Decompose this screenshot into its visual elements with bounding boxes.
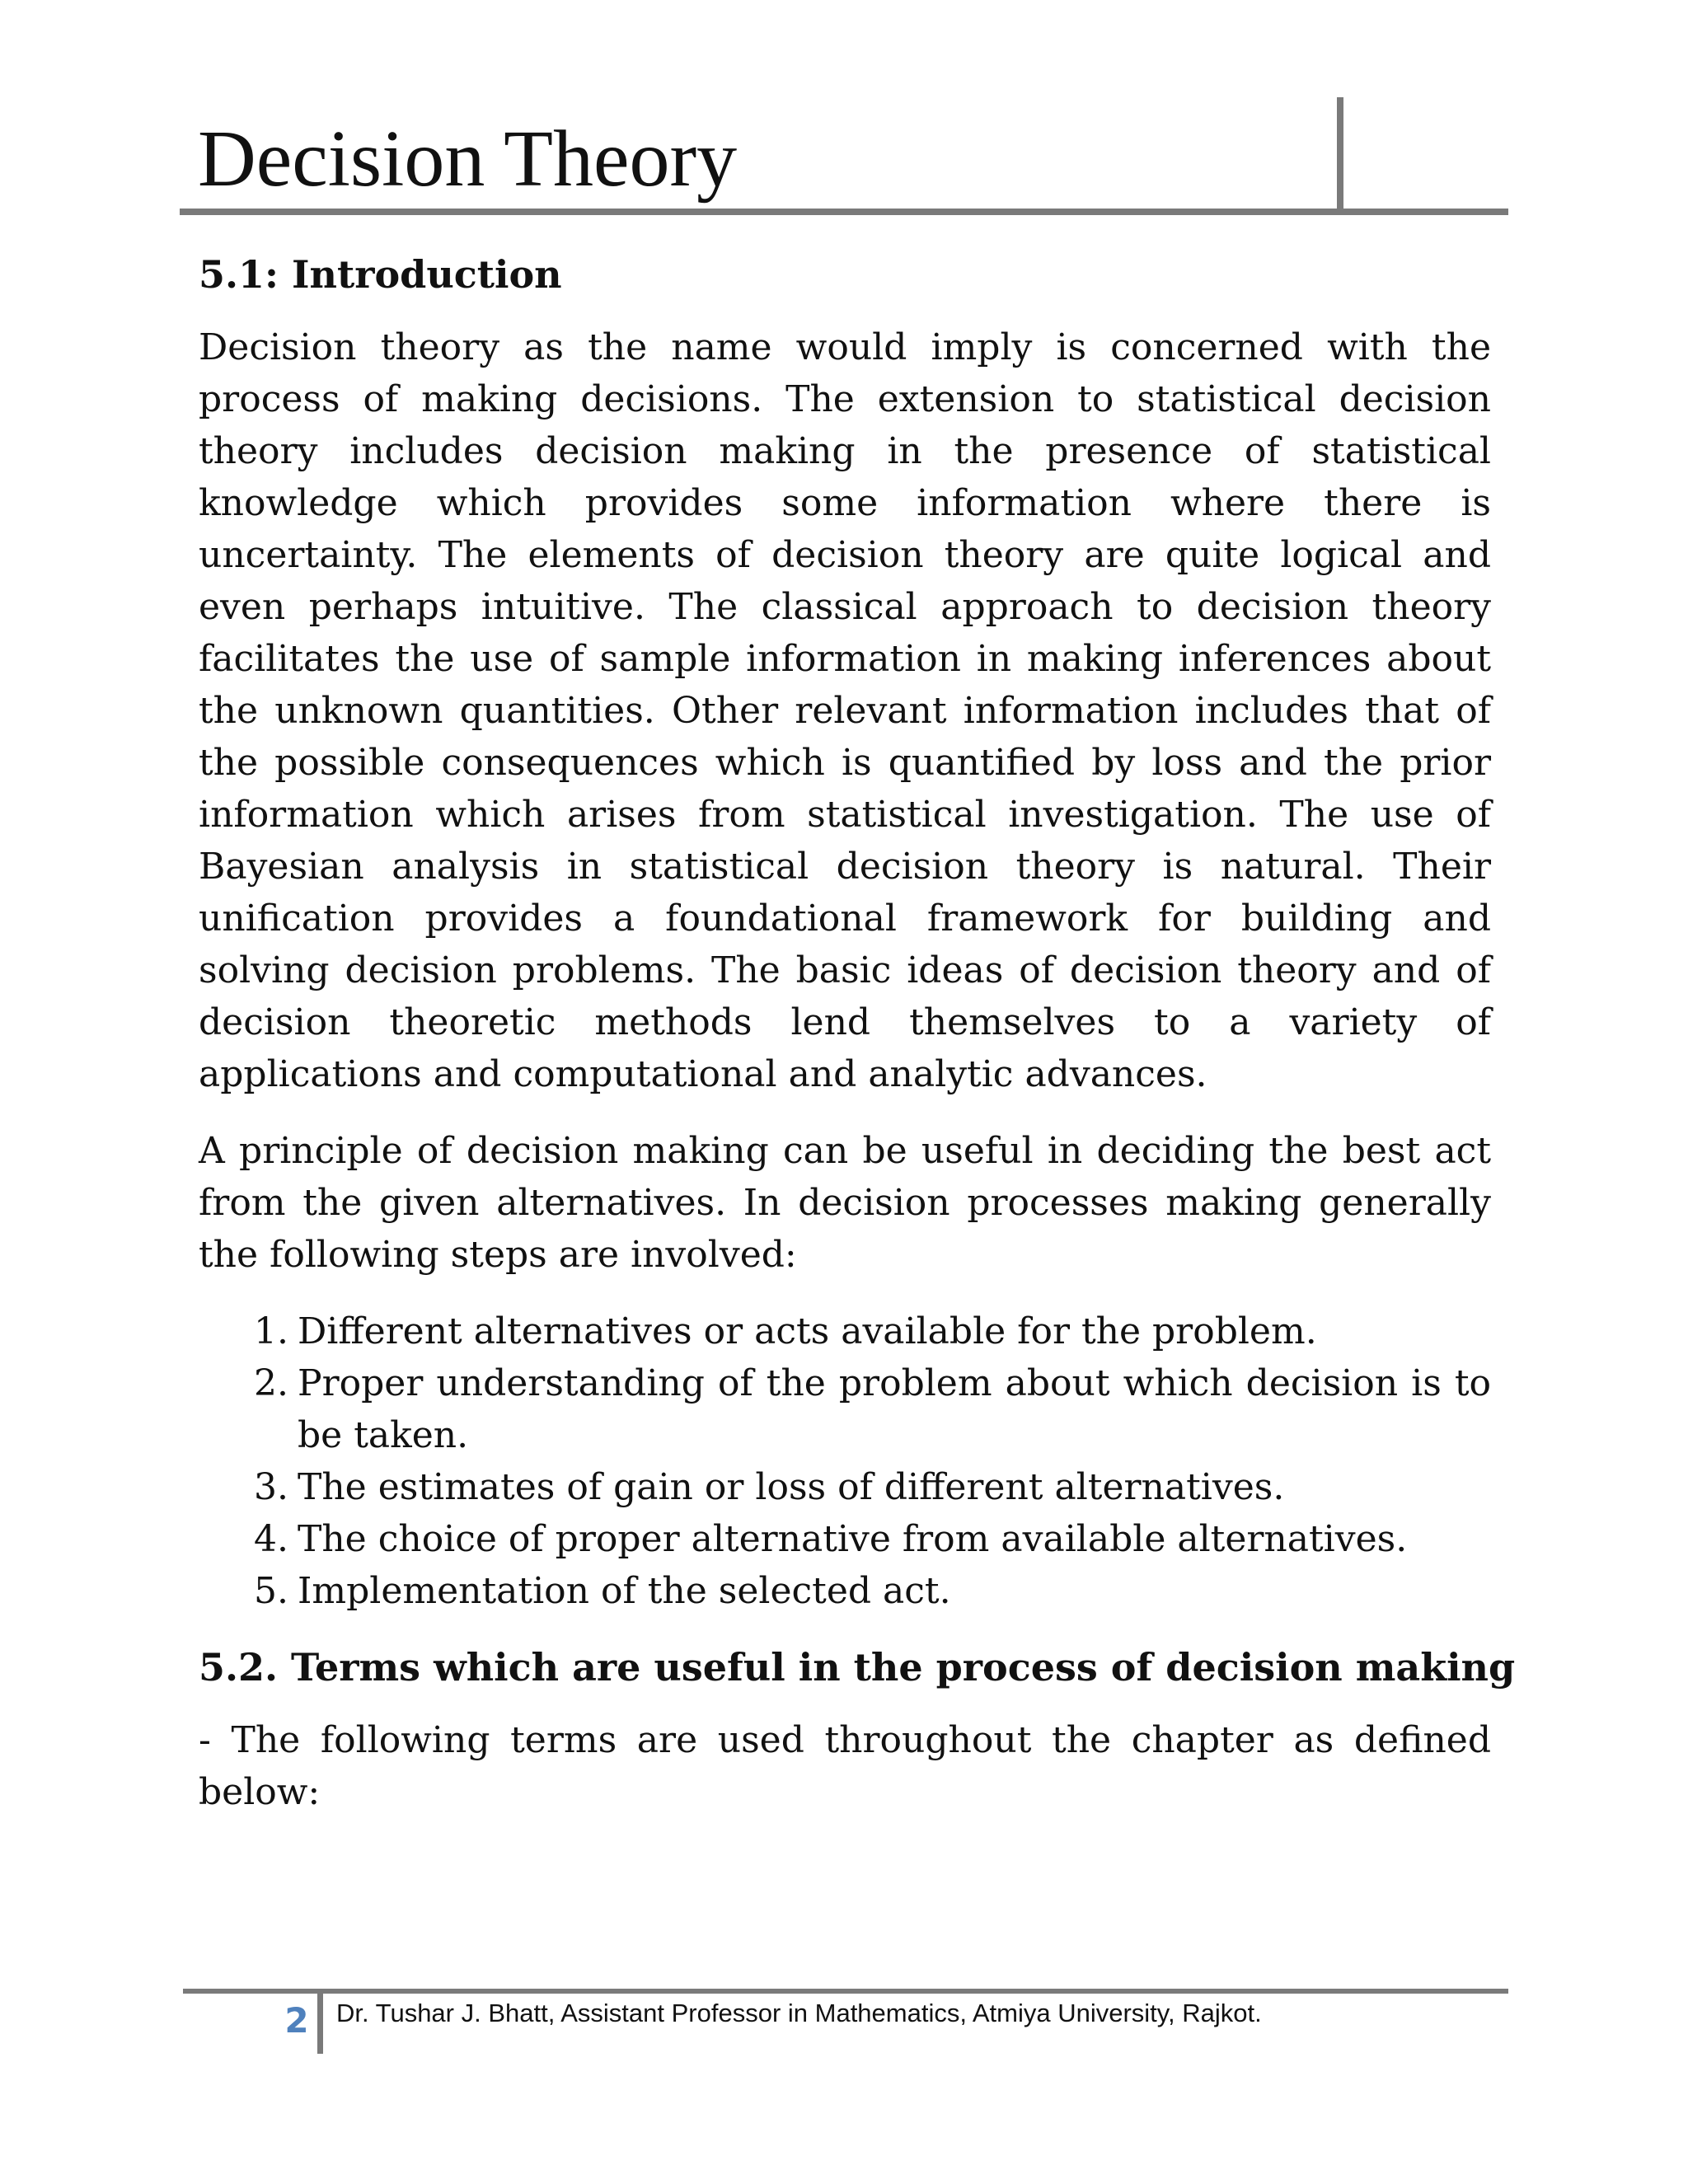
list-item-number: 2. [254,1362,288,1404]
list-item-number: 1. [254,1310,288,1352]
section-heading-introduction: 5.1: Introduction [199,252,562,297]
list-item [199,1565,1491,1617]
list-item-number: 5. [254,1570,288,1612]
list-item [199,1357,1491,1461]
page-number: 2 [284,2000,309,2041]
list-item [199,1513,1491,1565]
list-item-text: The choice of proper alternative from available alternatives. [298,1518,1408,1560]
footer-vertical-divider [317,1991,323,2054]
intro-paragraph: Decision theory as the name would imply is concerned with the process of making decisions. The extension to statistical decision theory includes decision making in the presence of statistical knowledge which provides some information where there is uncertainty. The elements of decision theory are quite logical and even perhaps intuitive. The classical approach to decision theory facilitates the use of sample information in making inferences about the unknown quantities. Other relevant information includes that of the possible consequences which is quantified by loss and the prior information which arises from statistical investigation. The use of Bayesian analysis in statistical decision theory is natural. Their unification provides a foundational framework for building and solving decision problems. The basic ideas of decision theory and of decision theoretic methods lend themselves to a variety of applications and computational and analytic advances. [199,326,1491,1095]
list-item-text: Implementation of the selected act. [298,1570,951,1612]
decision-steps-list [199,1305,1491,1617]
list-item-number: 3. [254,1466,288,1508]
section-heading-terms: 5.2. Terms which are useful in the process of decision making [199,1645,1516,1690]
list-item [199,1461,1491,1513]
list-item-text: The estimates of gain or loss of different alternatives. [298,1466,1285,1508]
header-vertical-divider [1337,97,1343,211]
list-item-text: Proper understanding of the problem about which decision is to be taken. [298,1362,1491,1456]
list-item-number: 4. [254,1518,288,1560]
page-title: Decision Theory [198,115,738,204]
list-item [199,1305,1491,1357]
footer-author-line: Dr. Tushar J. Bhatt, Assistant Professor in Mathematics, Atmiya University, Rajkot. [336,1999,1262,2027]
terms-intro-paragraph: - The following terms are used throughout the chapter as defined below: [199,1719,1491,1813]
header-divider [180,209,1508,215]
decision-steps-intro-paragraph: A principle of decision making can be useful in deciding the best act from the given alternatives. In decision processes making generally the following steps are involved: [199,1130,1491,1276]
list-item-text: Different alternatives or acts available for the problem. [298,1310,1317,1352]
document-body [199,246,1516,1818]
